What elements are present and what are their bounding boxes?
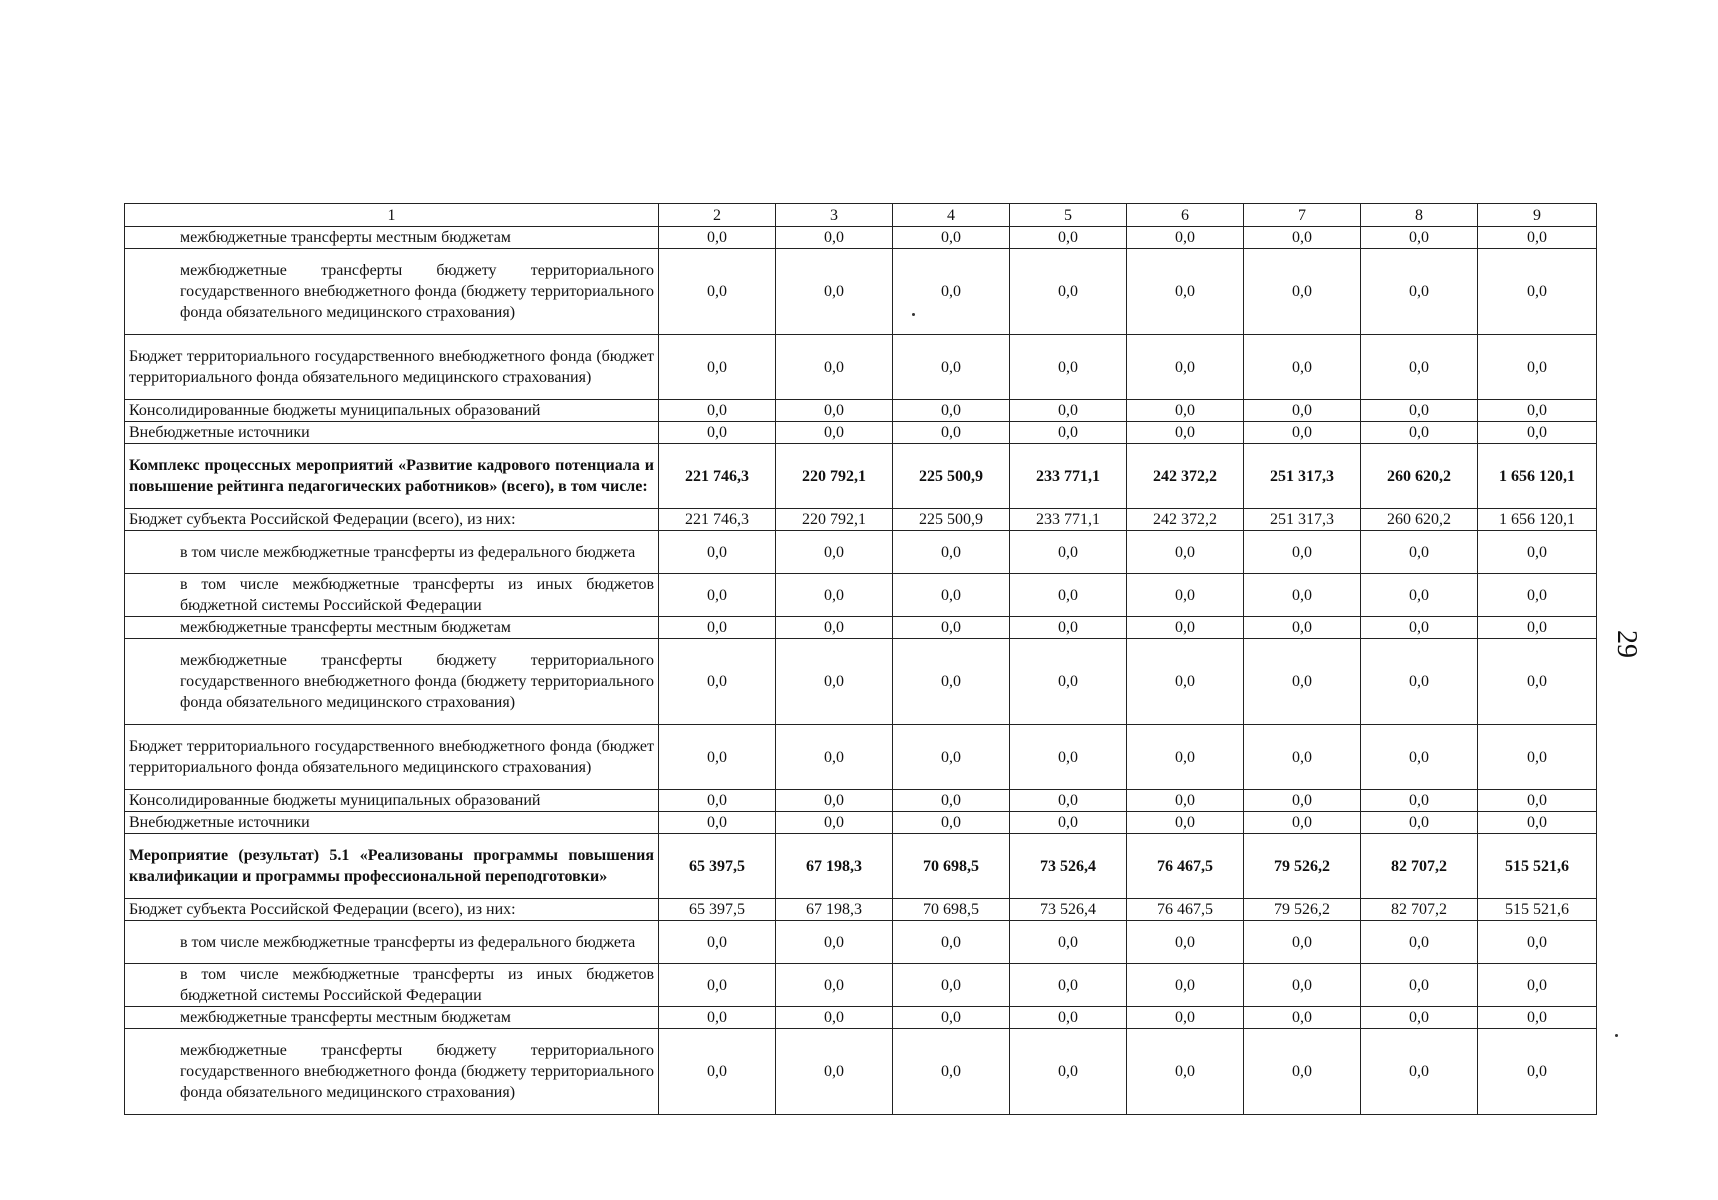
value-cell: 242 372,2: [1127, 444, 1244, 509]
table-row: [125, 227, 1597, 249]
value-cell: 0,0: [1010, 725, 1127, 790]
value-cell: 0,0: [1361, 639, 1478, 725]
value-cell: 0,0: [1244, 227, 1361, 249]
value-cell: 0,0: [659, 617, 776, 639]
value-cell: 0,0: [1361, 400, 1478, 422]
value-cell: 0,0: [1478, 1007, 1597, 1029]
value-cell: 0,0: [659, 531, 776, 574]
value-cell: 0,0: [1478, 531, 1597, 574]
value-cell: 0,0: [1244, 422, 1361, 444]
header-cell: 7: [1244, 204, 1361, 227]
header-row: [125, 204, 1597, 227]
table-row: [125, 964, 1597, 1007]
row-label: межбюджетные трансферты местным бюджетам: [125, 617, 659, 639]
row-label: в том числе межбюджетные трансферты из федерального бюджета: [125, 531, 659, 574]
value-cell: 0,0: [1478, 574, 1597, 617]
value-cell: 0,0: [1361, 617, 1478, 639]
value-cell: 0,0: [1478, 335, 1597, 400]
value-cell: 0,0: [1127, 964, 1244, 1007]
value-cell: 0,0: [1010, 227, 1127, 249]
table-row: [125, 1007, 1597, 1029]
value-cell: 0,0: [1361, 921, 1478, 964]
row-label: межбюджетные трансферты бюджету территориального государственного внебюджетного фонда (бюджету территориального фонда обязательного медицинского страхования): [125, 249, 659, 335]
value-cell: 0,0: [1127, 639, 1244, 725]
table-row: [125, 725, 1597, 790]
value-cell: 0,0: [776, 1029, 893, 1115]
page-number: 29: [1611, 630, 1642, 658]
row-label: Консолидированные бюджеты муниципальных образований: [125, 790, 659, 812]
value-cell: 0,0: [1127, 249, 1244, 335]
scan-speck: [912, 313, 915, 316]
value-cell: 0,0: [1361, 531, 1478, 574]
value-cell: 0,0: [1244, 1029, 1361, 1115]
value-cell: 0,0: [659, 812, 776, 834]
value-cell: 0,0: [776, 812, 893, 834]
value-cell: 0,0: [1361, 1007, 1478, 1029]
table-row: [125, 921, 1597, 964]
value-cell: 0,0: [1361, 812, 1478, 834]
value-cell: 0,0: [1127, 921, 1244, 964]
value-cell: 0,0: [1361, 227, 1478, 249]
value-cell: 0,0: [659, 227, 776, 249]
value-cell: 65 397,5: [659, 834, 776, 899]
table-row: [125, 617, 1597, 639]
value-cell: 0,0: [893, 639, 1010, 725]
row-label: Консолидированные бюджеты муниципальных образований: [125, 400, 659, 422]
value-cell: 0,0: [1127, 531, 1244, 574]
value-cell: 0,0: [1010, 921, 1127, 964]
header-cell: 5: [1010, 204, 1127, 227]
value-cell: 0,0: [1244, 812, 1361, 834]
value-cell: 242 372,2: [1127, 509, 1244, 531]
table-body: [125, 204, 1597, 1115]
row-label: Бюджет территориального государственного внебюджетного фонда (бюджет территориального фонда обязательного медицинского страхования): [125, 335, 659, 400]
value-cell: 0,0: [659, 400, 776, 422]
scan-speck: [1615, 1034, 1618, 1037]
table-row: [125, 899, 1597, 921]
value-cell: 0,0: [1127, 1007, 1244, 1029]
value-cell: 0,0: [1010, 422, 1127, 444]
row-label: Комплекс процессных мероприятий «Развитие кадрового потенциала и повышение рейтинга педагогических работников» (всего), в том числе:: [125, 444, 659, 509]
value-cell: 0,0: [1478, 617, 1597, 639]
header-cell: 9: [1478, 204, 1597, 227]
value-cell: 67 198,3: [776, 899, 893, 921]
value-cell: 0,0: [659, 790, 776, 812]
value-cell: 0,0: [1478, 249, 1597, 335]
value-cell: 70 698,5: [893, 899, 1010, 921]
value-cell: 0,0: [776, 249, 893, 335]
value-cell: 0,0: [893, 574, 1010, 617]
row-label: Внебюджетные источники: [125, 422, 659, 444]
value-cell: 0,0: [776, 400, 893, 422]
value-cell: 0,0: [1244, 335, 1361, 400]
value-cell: 0,0: [1244, 249, 1361, 335]
value-cell: 0,0: [776, 725, 893, 790]
value-cell: 0,0: [893, 617, 1010, 639]
row-label: в том числе межбюджетные трансферты из федерального бюджета: [125, 921, 659, 964]
value-cell: 0,0: [1127, 335, 1244, 400]
value-cell: 0,0: [1127, 1029, 1244, 1115]
row-label: Бюджет субъекта Российской Федерации (всего), из них:: [125, 509, 659, 531]
value-cell: 0,0: [659, 422, 776, 444]
value-cell: 0,0: [776, 574, 893, 617]
value-cell: 0,0: [1244, 617, 1361, 639]
value-cell: 0,0: [1127, 574, 1244, 617]
value-cell: 0,0: [659, 335, 776, 400]
value-cell: 0,0: [893, 422, 1010, 444]
value-cell: 260 620,2: [1361, 444, 1478, 509]
value-cell: 0,0: [659, 1029, 776, 1115]
value-cell: 0,0: [1010, 531, 1127, 574]
value-cell: 233 771,1: [1010, 444, 1127, 509]
value-cell: 0,0: [1244, 639, 1361, 725]
value-cell: 0,0: [1010, 249, 1127, 335]
table-row: [125, 639, 1597, 725]
value-cell: 0,0: [1361, 422, 1478, 444]
row-label: в том числе межбюджетные трансферты из иных бюджетов бюджетной системы Российской Федерации: [125, 574, 659, 617]
value-cell: 73 526,4: [1010, 899, 1127, 921]
header-cell: 8: [1361, 204, 1478, 227]
value-cell: 0,0: [1010, 790, 1127, 812]
value-cell: 0,0: [893, 531, 1010, 574]
value-cell: 0,0: [776, 1007, 893, 1029]
table-row: [125, 400, 1597, 422]
value-cell: 0,0: [1010, 400, 1127, 422]
value-cell: 0,0: [1478, 812, 1597, 834]
value-cell: 220 792,1: [776, 444, 893, 509]
value-cell: 0,0: [893, 227, 1010, 249]
value-cell: 0,0: [893, 812, 1010, 834]
value-cell: 0,0: [893, 1029, 1010, 1115]
value-cell: 0,0: [1127, 617, 1244, 639]
value-cell: 0,0: [1010, 964, 1127, 1007]
value-cell: 0,0: [776, 617, 893, 639]
value-cell: 0,0: [1244, 790, 1361, 812]
value-cell: 515 521,6: [1478, 899, 1597, 921]
value-cell: 515 521,6: [1478, 834, 1597, 899]
value-cell: 0,0: [659, 921, 776, 964]
value-cell: 0,0: [776, 227, 893, 249]
value-cell: 82 707,2: [1361, 834, 1478, 899]
value-cell: 0,0: [1010, 1007, 1127, 1029]
value-cell: 0,0: [1361, 964, 1478, 1007]
value-cell: 76 467,5: [1127, 834, 1244, 899]
value-cell: 1 656 120,1: [1478, 509, 1597, 531]
value-cell: 0,0: [1244, 964, 1361, 1007]
value-cell: 65 397,5: [659, 899, 776, 921]
value-cell: 0,0: [893, 249, 1010, 335]
value-cell: 0,0: [659, 725, 776, 790]
value-cell: 225 500,9: [893, 444, 1010, 509]
row-label: межбюджетные трансферты бюджету территориального государственного внебюджетного фонда (бюджету территориального фонда обязательного медицинского страхования): [125, 639, 659, 725]
value-cell: 0,0: [776, 964, 893, 1007]
value-cell: 0,0: [1127, 725, 1244, 790]
value-cell: 0,0: [776, 531, 893, 574]
value-cell: 0,0: [893, 790, 1010, 812]
table-row: [125, 1029, 1597, 1115]
table-row: [125, 444, 1597, 509]
header-cell: 6: [1127, 204, 1244, 227]
table-row: [125, 335, 1597, 400]
table-row: [125, 509, 1597, 531]
row-label: Бюджет территориального государственного внебюджетного фонда (бюджет территориального фонда обязательного медицинского страхования): [125, 725, 659, 790]
value-cell: 0,0: [776, 335, 893, 400]
header-cell: 4: [893, 204, 1010, 227]
table-row: [125, 834, 1597, 899]
value-cell: 79 526,2: [1244, 834, 1361, 899]
value-cell: 0,0: [1478, 921, 1597, 964]
value-cell: 233 771,1: [1010, 509, 1127, 531]
value-cell: 0,0: [1478, 964, 1597, 1007]
value-cell: 0,0: [1244, 725, 1361, 790]
value-cell: 73 526,4: [1010, 834, 1127, 899]
value-cell: 0,0: [1010, 812, 1127, 834]
value-cell: 0,0: [1478, 227, 1597, 249]
header-cell: 3: [776, 204, 893, 227]
value-cell: 0,0: [1361, 249, 1478, 335]
row-label: межбюджетные трансферты бюджету территориального государственного внебюджетного фонда (бюджету территориального фонда обязательного медицинского страхования): [125, 1029, 659, 1115]
table-row: [125, 790, 1597, 812]
header-cell: 1: [125, 204, 659, 227]
value-cell: 0,0: [1478, 400, 1597, 422]
value-cell: 221 746,3: [659, 509, 776, 531]
value-cell: 0,0: [1127, 812, 1244, 834]
row-label: межбюджетные трансферты местным бюджетам: [125, 1007, 659, 1029]
table-row: [125, 812, 1597, 834]
value-cell: 0,0: [1010, 574, 1127, 617]
value-cell: 0,0: [1244, 1007, 1361, 1029]
value-cell: 0,0: [1478, 639, 1597, 725]
row-label: в том числе межбюджетные трансферты из иных бюджетов бюджетной системы Российской Федерации: [125, 964, 659, 1007]
header-cell: 2: [659, 204, 776, 227]
value-cell: 0,0: [1478, 1029, 1597, 1115]
value-cell: 0,0: [1010, 335, 1127, 400]
value-cell: 0,0: [659, 964, 776, 1007]
value-cell: 225 500,9: [893, 509, 1010, 531]
value-cell: 79 526,2: [1244, 899, 1361, 921]
value-cell: 0,0: [893, 335, 1010, 400]
value-cell: 0,0: [1127, 790, 1244, 812]
value-cell: 0,0: [893, 964, 1010, 1007]
table-row: [125, 531, 1597, 574]
value-cell: 0,0: [776, 790, 893, 812]
value-cell: 0,0: [1010, 617, 1127, 639]
value-cell: 0,0: [1361, 790, 1478, 812]
value-cell: 82 707,2: [1361, 899, 1478, 921]
row-label: Мероприятие (результат) 5.1 «Реализованы программы повышения квалификации и программы профессиональной переподготовки»: [125, 834, 659, 899]
value-cell: 0,0: [893, 921, 1010, 964]
row-label: Внебюджетные источники: [125, 812, 659, 834]
value-cell: 251 317,3: [1244, 444, 1361, 509]
value-cell: 0,0: [1361, 335, 1478, 400]
value-cell: 0,0: [1478, 725, 1597, 790]
value-cell: 0,0: [1478, 422, 1597, 444]
value-cell: 0,0: [659, 249, 776, 335]
value-cell: 0,0: [776, 921, 893, 964]
value-cell: 0,0: [1010, 639, 1127, 725]
value-cell: 70 698,5: [893, 834, 1010, 899]
value-cell: 0,0: [1244, 574, 1361, 617]
value-cell: 0,0: [1244, 400, 1361, 422]
value-cell: 0,0: [659, 639, 776, 725]
value-cell: 0,0: [1244, 921, 1361, 964]
budget-table: [124, 203, 1597, 1115]
value-cell: 0,0: [1478, 790, 1597, 812]
value-cell: 260 620,2: [1361, 509, 1478, 531]
value-cell: 0,0: [893, 400, 1010, 422]
value-cell: 0,0: [1361, 1029, 1478, 1115]
value-cell: 0,0: [1244, 531, 1361, 574]
value-cell: 0,0: [1127, 422, 1244, 444]
value-cell: 221 746,3: [659, 444, 776, 509]
value-cell: 0,0: [776, 422, 893, 444]
value-cell: 251 317,3: [1244, 509, 1361, 531]
value-cell: 0,0: [1127, 400, 1244, 422]
value-cell: 0,0: [1127, 227, 1244, 249]
value-cell: 0,0: [659, 1007, 776, 1029]
value-cell: 0,0: [776, 639, 893, 725]
value-cell: 67 198,3: [776, 834, 893, 899]
value-cell: 0,0: [659, 574, 776, 617]
value-cell: 0,0: [893, 725, 1010, 790]
value-cell: 0,0: [893, 1007, 1010, 1029]
value-cell: 0,0: [1361, 725, 1478, 790]
table-row: [125, 574, 1597, 617]
value-cell: 1 656 120,1: [1478, 444, 1597, 509]
table-row: [125, 249, 1597, 335]
value-cell: 76 467,5: [1127, 899, 1244, 921]
row-label: межбюджетные трансферты местным бюджетам: [125, 227, 659, 249]
row-label: Бюджет субъекта Российской Федерации (всего), из них:: [125, 899, 659, 921]
value-cell: 220 792,1: [776, 509, 893, 531]
value-cell: 0,0: [1361, 574, 1478, 617]
table-row: [125, 422, 1597, 444]
value-cell: 0,0: [1010, 1029, 1127, 1115]
